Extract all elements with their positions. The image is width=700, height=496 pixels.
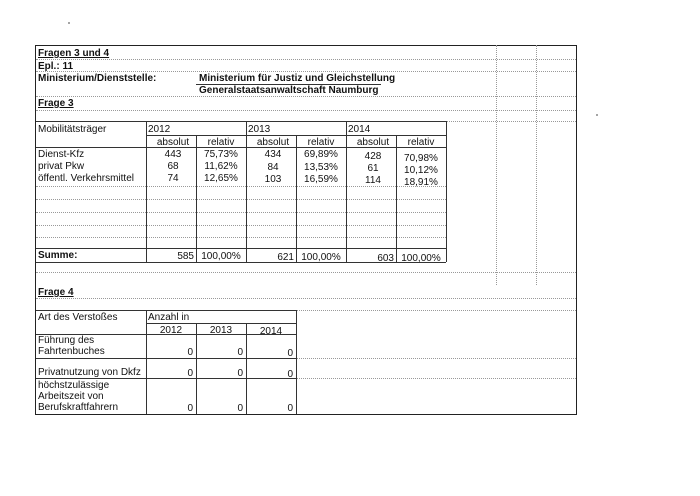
q3-row-label: Dienst-Kfz: [38, 149, 85, 160]
grid-line: [36, 378, 296, 379]
q3-sum-cell: 100,00%: [201, 251, 241, 262]
q3-sum-cell: 100,00%: [401, 253, 441, 264]
q4-cell: 0: [287, 369, 293, 380]
grid-line: [36, 96, 576, 97]
q4-cell: 0: [287, 403, 293, 414]
grid-line: [196, 323, 197, 414]
q3-heading: Frage 3: [38, 98, 74, 109]
q3-year-2014: 2014: [348, 124, 371, 135]
q3-cell: 11,62%: [204, 161, 238, 172]
grid-line: [196, 135, 197, 262]
q3-cell: 75,73%: [204, 149, 238, 160]
agency-name: Generalstaatsanwaltschaft Naumburg: [199, 85, 379, 96]
q4-row-label: Berufskraftfahrern: [38, 402, 119, 413]
q4-column-header-count: Anzahl in: [148, 312, 190, 323]
q4-cell: 0: [237, 347, 243, 358]
grid-line: [36, 147, 446, 148]
q3-sub-relative: relativ: [307, 137, 335, 148]
grid-line: [36, 262, 446, 263]
q3-cell: 84: [267, 162, 279, 173]
grid-line: [36, 225, 446, 226]
q4-cell: 0: [187, 368, 193, 379]
grid-line: [36, 310, 296, 311]
q3-cell: 16,59%: [304, 174, 338, 185]
q4-row-label: höchstzulässige: [38, 380, 110, 391]
grid-line: [36, 59, 576, 60]
grid-line: [296, 310, 576, 311]
grid-line: [346, 121, 347, 262]
grid-line: [396, 135, 397, 262]
q3-cell: 428: [364, 151, 382, 162]
grid-line: [36, 212, 446, 213]
ministry-label: Ministerium/Dienststelle:: [38, 73, 157, 84]
q4-cell: 0: [187, 347, 193, 358]
q4-cell: 0: [237, 368, 243, 379]
grid-line: [296, 310, 297, 414]
grid-line: [296, 378, 576, 379]
grid-line: [146, 121, 147, 262]
q3-row-label: privat Pkw: [38, 161, 85, 172]
q3-cell: 61: [367, 163, 379, 174]
grid-line: [146, 323, 296, 324]
scan-speck: [68, 22, 70, 24]
q4-column-header-type: Art des Verstoßes: [38, 312, 118, 323]
grid-line: [196, 84, 381, 85]
grid-line: [36, 71, 576, 72]
q3-sub-absolute: absolut: [156, 137, 190, 148]
grid-line: [36, 358, 296, 359]
q3-cell: 434: [264, 149, 282, 160]
q3-cell: 13,53%: [304, 162, 338, 173]
q3-row-label: öffentl. Verkehrsmittel: [38, 173, 134, 184]
grid-line: [36, 186, 446, 187]
q4-row-label: Arbeitszeit von: [38, 391, 104, 402]
grid-line: [36, 248, 446, 249]
q3-cell: 74: [167, 173, 179, 184]
q3-sub-absolute: absolut: [356, 137, 390, 148]
q4-heading: Frage 4: [38, 287, 74, 298]
q3-cell: 443: [164, 149, 182, 160]
q4-row-label: Fahrtenbuches: [38, 346, 105, 357]
grid-line: [36, 237, 446, 238]
q4-row-label: Führung des: [38, 335, 95, 346]
q3-sum-label: Summe:: [38, 250, 78, 261]
q3-cell: 114: [365, 175, 381, 186]
page-title: Fragen 3 und 4: [38, 48, 110, 59]
q3-cell: 103: [264, 174, 282, 185]
q3-sub-relative: relativ: [207, 137, 235, 148]
grid-line: [446, 121, 576, 122]
q4-row-label: Privatnutzung von Dkfz: [38, 367, 141, 378]
scan-speck: [596, 114, 598, 116]
q3-sum-cell: 603: [377, 253, 394, 264]
grid-line: [36, 272, 576, 273]
q4-cell: 0: [287, 348, 293, 359]
q3-sum-cell: 621: [277, 252, 294, 263]
q3-cell: 69,89%: [304, 149, 338, 160]
grid-line: [246, 323, 247, 414]
q3-cell: 10,12%: [404, 165, 438, 176]
grid-line: [296, 135, 297, 262]
q4-year-2013: 2013: [209, 325, 233, 336]
grid-line: [146, 310, 147, 414]
grid-line: [36, 298, 576, 299]
q3-sum-cell: 100,00%: [301, 252, 341, 263]
epl-label: Epl.: 11: [38, 61, 74, 72]
grid-line: [36, 110, 576, 111]
grid-line: [446, 121, 447, 262]
q3-column-header-carrier: Mobilitätsträger: [38, 124, 107, 135]
q4-year-2014: 2014: [259, 326, 283, 337]
grid-line: [246, 121, 247, 262]
grid-line: [296, 358, 576, 359]
q3-year-2013: 2013: [248, 124, 271, 135]
q4-year-2012: 2012: [159, 325, 183, 336]
grid-line: [536, 45, 537, 285]
grid-line: [36, 121, 446, 122]
q3-cell: 18,91%: [404, 177, 438, 188]
q3-sum-cell: 585: [177, 251, 194, 262]
q3-sub-absolute: absolut: [256, 137, 290, 148]
q3-sub-relative: relativ: [407, 137, 435, 148]
grid-line: [496, 45, 497, 285]
q3-cell: 70,98%: [404, 153, 438, 164]
q3-cell: 68: [167, 161, 179, 172]
grid-line: [36, 334, 296, 335]
q3-cell: 12,65%: [204, 173, 238, 184]
grid-line: [36, 199, 446, 200]
q4-cell: 0: [237, 403, 243, 414]
ministry-name: Ministerium für Justiz und Gleichstellung: [199, 73, 396, 84]
q3-year-2012: 2012: [148, 124, 171, 135]
q4-cell: 0: [187, 403, 193, 414]
